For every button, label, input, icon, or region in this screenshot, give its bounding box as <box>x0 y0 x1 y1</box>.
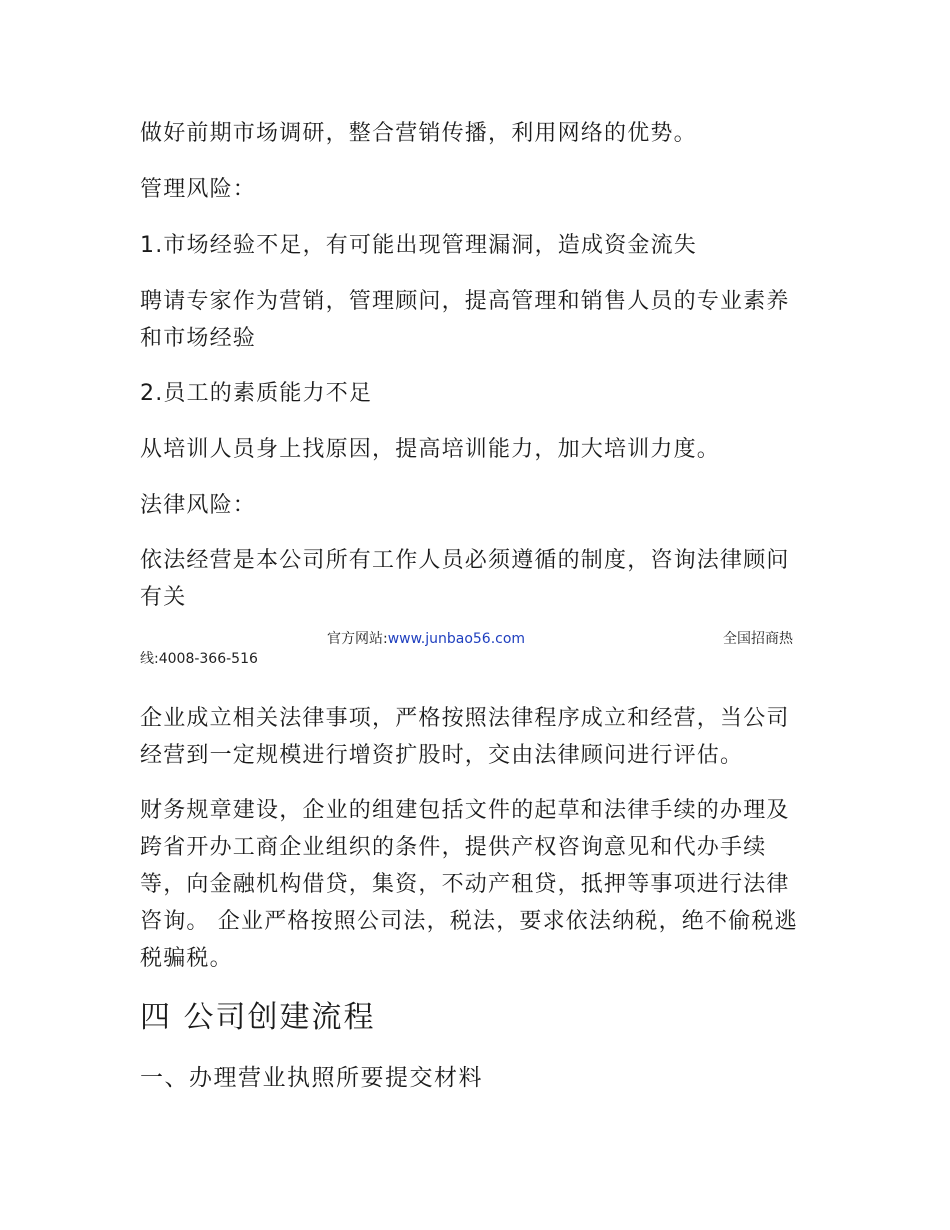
paragraph-legal-matters: 企业成立相关法律事项，严格按照法律程序成立和经营，当公司经营到一定规模进行增资扩股时，交由法律顾问进行评估。 <box>140 706 790 768</box>
footer-site-link[interactable]: www.junbao56.com <box>387 631 526 647</box>
footer-site-label: 官方网站: <box>327 631 388 647</box>
footer-hotline-label: 全国招商热 <box>723 631 793 647</box>
paragraph-market-research: 做好前期市场调研，整合营销传播，利用网络的优势。 <box>140 121 697 146</box>
paragraph-staff-quality: 2.员工的素质能力不足 <box>140 381 373 406</box>
footer-website <box>327 630 525 648</box>
heading-legal-risk: 法律风险： <box>140 493 257 518</box>
section-title: 四 公司创建流程 <box>140 1000 376 1035</box>
heading-management-risk: 管理风险： <box>140 177 257 202</box>
paragraph-finance-rules: 财务规章建设，企业的组建包括文件的起草和法律手续的办理及跨省开办工商企业组织的条件，提供产权咨询意见和代办手续等，向金融机构借贷，集资，不动产租贷，抵押等事项进行法律咨询。 企业严格按照公司法，税法，要求依法纳税，绝不偷税逃税骗税。 <box>140 798 798 971</box>
footer-hotline-number: 4008-366-516 <box>158 651 258 667</box>
footer-hotline-label-2: 线: <box>140 651 159 667</box>
paragraph-training: 从培训人员身上找原因，提高培训能力，加大培训力度。 <box>140 437 721 462</box>
footer-hotline <box>140 650 258 668</box>
subsection-title: 一、办理营业执照所要提交材料 <box>140 1065 483 1091</box>
paragraph-hire-experts: 聘请专家作为营销，管理顾问，提高管理和销售人员的专业素养和市场经验 <box>140 289 790 351</box>
paragraph-market-experience: 1.市场经验不足，有可能出现管理漏洞，造成资金流失 <box>140 233 697 258</box>
paragraph-legal-operation: 依法经营是本公司所有工作人员必须遵循的制度，咨询法律顾问有关 <box>140 548 790 610</box>
